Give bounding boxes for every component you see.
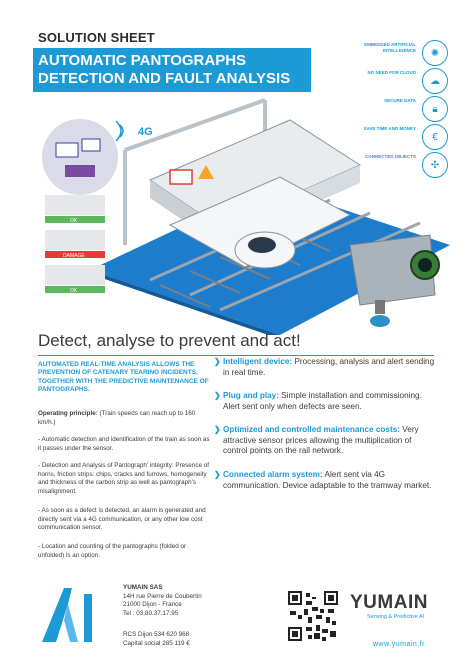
feature-ai	[338, 40, 448, 68]
lede-paragraph: AUTOMATED REAL-TIME ANALYSIS ALLOWS THE PREVENTION OF CATENARY TEARING INCIDENTS, TOGETHER WITH THE PREDICTIVE MAINTENANCE OF PANTOGRAPHS.	[38, 361, 209, 394]
euro-icon: €	[422, 124, 448, 150]
phone: Tel : 03.80.37.17.95	[123, 609, 179, 617]
company-name: YUMAIN SAS	[123, 584, 163, 591]
feature-label: EMBEDDED ARTIFICIAL INTELLIGENCE	[364, 42, 416, 53]
registration-block	[123, 631, 190, 648]
operating-principle	[38, 410, 210, 427]
principle-item: - Location and counting of the pantographs (folded or unfolded) is an option.	[38, 543, 187, 559]
feature-no-cloud	[338, 68, 448, 96]
principle-item: - Automatic detection and identification of the train as soon as it passes under the sensor.	[38, 436, 210, 452]
chevron-right-icon: ❯	[214, 470, 221, 479]
capital: Capital social 285 119 €	[123, 639, 190, 647]
hero-illustration	[30, 95, 450, 335]
status-ok: OK	[70, 218, 78, 224]
benefit-label: Connected alarm system:	[223, 470, 323, 479]
headline-rule	[38, 355, 434, 356]
benefit-maintenance-costs	[214, 425, 435, 457]
benefit-text: Simple installation and commissioning. Alert sent only when defects are seen.	[223, 391, 422, 411]
benefit-label: Optimized and controlled maintenance costs:	[223, 425, 400, 434]
control-room	[42, 119, 118, 195]
benefit-connected-alarm	[214, 470, 435, 491]
benefit-text: Processing, analysis and alert sending in real time.	[223, 357, 435, 377]
benefit-plug-and-play	[214, 391, 435, 412]
brand-tagline: Sensing & Predictive AI	[367, 614, 425, 620]
principle-item: - As soon as a defect is detected, an alarm is generated and directly sent via a 4G communication, or any other low cost communication sensor.	[38, 507, 206, 531]
benefit-label: Intelligent device:	[223, 357, 293, 366]
brand-name: YUMAIN	[350, 592, 428, 613]
network-icon: ✣	[422, 152, 448, 178]
document-kicker: SOLUTION SHEET	[38, 30, 155, 45]
principle-item: - Detection and Analysis of Pantograph' integrity: Presence of horns, friction strips: chips, cracks and furrows, homogeneity and thickness of the carbon strip as well as pantograph's misalignment.	[38, 462, 209, 495]
headline: Detect, analyse to prevent and act!	[38, 331, 301, 350]
status-ok: OK	[70, 288, 78, 294]
address-line-2: 21000 Dijon - France	[123, 601, 182, 609]
no-cloud-icon: ☁	[422, 68, 448, 94]
network-label: 4G	[138, 126, 153, 138]
chevron-right-icon: ❯	[214, 357, 221, 366]
defect-box	[170, 170, 192, 184]
ai-logo	[38, 584, 100, 644]
chevron-right-icon: ❯	[214, 425, 221, 434]
address-line-1: 14H rue Pierre de Coubertin	[123, 592, 202, 600]
qr-code[interactable]	[288, 591, 338, 641]
status-panels	[45, 195, 105, 294]
principle-text: (Train speeds can reach up to 160 km/h.)	[38, 410, 196, 426]
principle-label: Operating principle:	[38, 410, 98, 417]
company-block	[123, 584, 202, 618]
website-link[interactable]: www.yumain.fr	[373, 641, 426, 648]
brain-icon: ✺	[422, 40, 448, 66]
feature-label: CONNECTED OBJECTS	[364, 154, 416, 159]
sensor-device	[350, 235, 439, 327]
document-title-line-1: AUTOMATIC PANTOGRAPHS	[38, 52, 247, 69]
feature-label: SECURE DATA	[384, 98, 416, 103]
status-damage: DAMAGE	[63, 253, 85, 259]
rcs-number: RCS Dijon 534 620 968	[123, 631, 190, 638]
chevron-right-icon: ❯	[214, 391, 221, 400]
benefit-text: Very attractive sensor prices allowing the multiplication of control points on the rail network.	[223, 425, 419, 456]
benefit-intelligent-device	[214, 357, 435, 378]
benefit-label: Plug and play:	[223, 391, 279, 400]
feature-label: SAVE TIME AND MONEY	[363, 126, 416, 131]
feature-label: NO NEED FOR CLOUD	[367, 70, 416, 75]
benefit-text: Alert sent via 4G communication. Device adaptable to the tramway market.	[223, 470, 432, 490]
lock-icon: 🔒︎	[422, 96, 448, 122]
document-title-line-2: DETECTION AND FAULT ANALYSIS	[38, 70, 291, 87]
